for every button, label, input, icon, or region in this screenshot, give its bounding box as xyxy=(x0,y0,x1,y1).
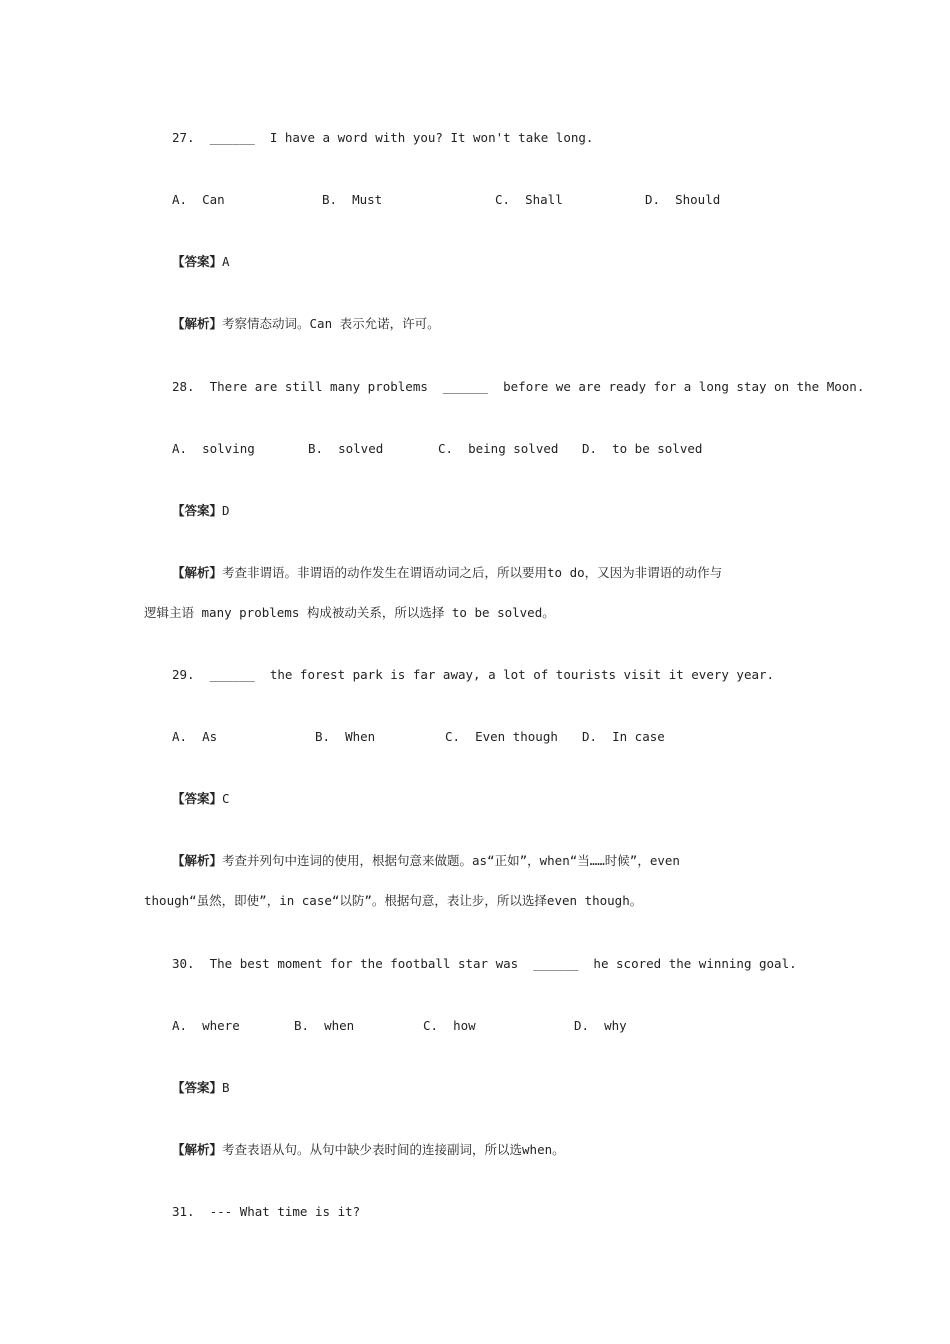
answer-line xyxy=(172,503,230,519)
analysis-label: 【解析】 xyxy=(172,853,223,868)
answer-label: 【答案】 xyxy=(172,254,223,269)
analysis-line xyxy=(172,853,680,869)
analysis-line xyxy=(172,316,440,332)
option-c: C. Even though xyxy=(445,729,558,744)
option-b: B. When xyxy=(315,729,376,744)
analysis-text: 考察情态动词。Can 表示允诺，许可。 xyxy=(222,316,440,331)
answer-value: D xyxy=(222,503,230,518)
answer-line xyxy=(172,254,230,270)
option-b: B. when xyxy=(294,1018,355,1033)
option-b: B. solved xyxy=(308,441,384,456)
question-29-stem: 29. ______ the forest park is far away, a lot of tourists visit it every year. xyxy=(172,667,775,682)
option-c: C. being solved xyxy=(438,441,559,456)
answer-line xyxy=(172,791,230,807)
option-a: A. solving xyxy=(172,441,255,456)
question-27-stem: 27. ______ I have a word with you? It won't take long. xyxy=(172,130,594,145)
option-d: D. why xyxy=(574,1018,627,1033)
answer-label: 【答案】 xyxy=(172,503,223,518)
option-a: A. Can xyxy=(172,192,225,207)
answer-value: A xyxy=(222,254,230,269)
analysis-label: 【解析】 xyxy=(172,1142,223,1157)
question-30-stem: 30. The best moment for the football star was ______ he scored the winning goal. xyxy=(172,956,797,971)
option-d: D. to be solved xyxy=(582,441,703,456)
option-d: D. Should xyxy=(645,192,721,207)
option-a: A. As xyxy=(172,729,218,744)
analysis-text: 考查表语从句。从句中缺少表时间的连接副词，所以选when。 xyxy=(222,1142,565,1157)
answer-label: 【答案】 xyxy=(172,791,223,806)
analysis-line xyxy=(172,1142,565,1158)
analysis-line xyxy=(172,565,722,581)
answer-line xyxy=(172,1080,230,1096)
option-c: C. Shall xyxy=(495,192,563,207)
analysis-text: 考查并列句中连词的使用，根据句意来做题。as“正如”，when“当……时候”，even xyxy=(222,853,680,868)
option-a: A. where xyxy=(172,1018,240,1033)
answer-value: B xyxy=(222,1080,230,1095)
analysis-label: 【解析】 xyxy=(172,565,223,580)
option-b: B. Must xyxy=(322,192,383,207)
question-28-stem: 28. There are still many problems ______ before we are ready for a long stay on the Moon. xyxy=(172,379,865,394)
analysis-text-continued: 逻辑主语 many problems 构成被动关系，所以选择 to be solved。 xyxy=(144,605,555,620)
answer-label: 【答案】 xyxy=(172,1080,223,1095)
analysis-text: 考查非谓语。非谓语的动作发生在谓语动词之后，所以要用to do，又因为非谓语的动作与 xyxy=(222,565,723,580)
option-d: D. In case xyxy=(582,729,665,744)
question-31-stem: 31. --- What time is it? xyxy=(172,1204,361,1219)
analysis-text-continued: though“虽然，即使”，in case“以防”。根据句意，表让步，所以选择even though。 xyxy=(144,893,643,908)
option-c: C. how xyxy=(423,1018,476,1033)
analysis-label: 【解析】 xyxy=(172,316,223,331)
answer-value: C xyxy=(222,791,230,806)
